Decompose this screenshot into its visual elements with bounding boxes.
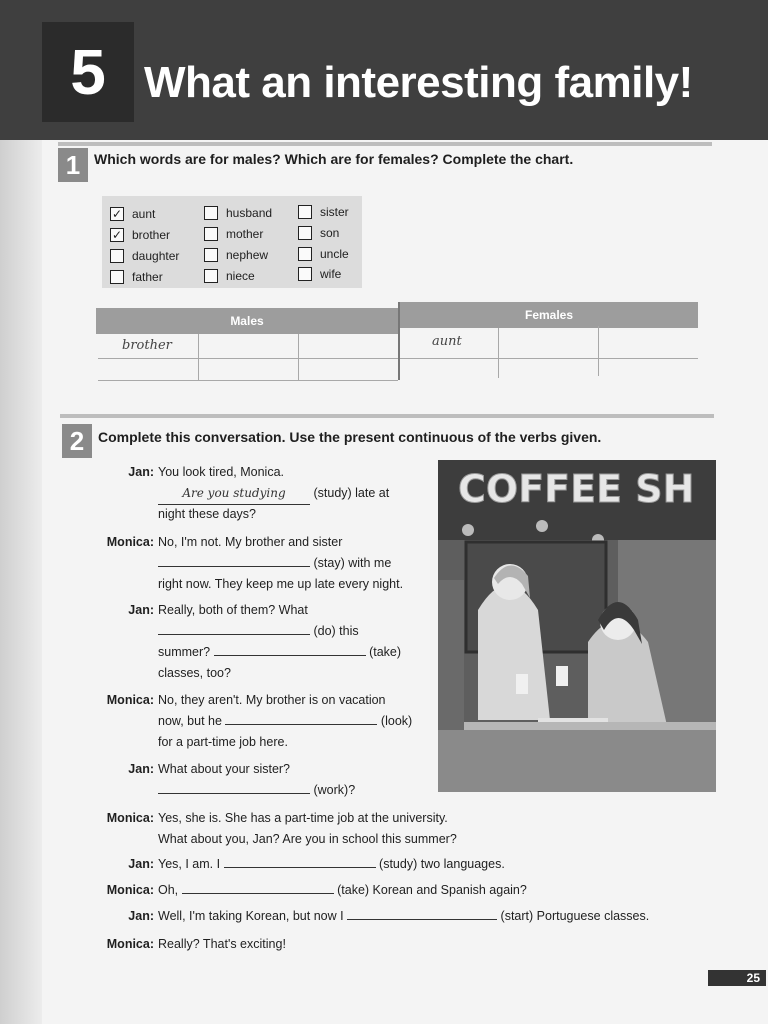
counter [438,722,716,792]
word-item: ✓ aunt [111,206,156,221]
exercise-2-rule [60,414,714,418]
answer-blank[interactable] [182,893,334,894]
word-item: husband [204,205,272,220]
word-item: niece [204,268,255,283]
answer-blank[interactable] [158,566,310,567]
word-item: daughter [110,248,179,263]
exercise-2-instruction: Complete this conversation. Use the present continuous of the verbs given. [98,429,602,445]
answer-blank[interactable] [214,655,366,656]
checkbox[interactable] [204,248,218,262]
checkbox[interactable] [298,205,312,219]
chart-header-males: Males [96,308,398,334]
conversation-line: now, but he (look) [158,714,413,728]
chart-column-line [298,334,299,380]
checkmark-icon: ✓ [111,227,123,242]
checkbox[interactable] [298,226,312,240]
checkbox[interactable] [110,228,124,242]
unit-header [0,0,768,140]
chart-column-line [198,334,199,380]
conversation-line: night these days? [158,507,256,521]
coffee-machine [438,580,464,730]
checkbox[interactable] [298,267,312,281]
chart-header-females: Females [400,302,698,328]
exercise-2-number: 2 [62,424,92,458]
conversation-line: What about you, Jan? Are you in school this summer? [158,832,457,846]
exercise-1-instruction: Which words are for males? Which are for females? Complete the chart. [94,151,574,167]
conversation-line: (stay) with me [158,553,391,574]
conversation-line: summer? (take) [158,645,402,659]
answer-blank[interactable] [158,793,310,794]
conversation-line: classes, too? [158,666,231,680]
word-item: nephew [204,247,268,262]
checkbox[interactable] [110,249,124,263]
chart-column-line [598,326,599,376]
conversation-line: (do) this [158,621,359,642]
word-item: father [110,269,163,284]
answer-blank[interactable] [224,867,376,868]
coffee-cup-icon [556,666,568,686]
word-item: ✓ brother [111,227,171,242]
word-item: uncle [298,246,349,261]
ceiling-lamp-icon [462,524,474,536]
exercise-1-rule [58,142,712,146]
answer-blank[interactable] [225,724,377,725]
unit-number: 5 [42,22,134,122]
checkbox[interactable] [298,247,312,261]
exercise-1-number: 1 [58,148,88,182]
checkbox[interactable] [110,270,124,284]
answer-blank[interactable] [158,634,310,635]
chart-example-males: brother [122,338,172,353]
answer-blank[interactable] [347,919,497,920]
word-item: son [298,225,339,240]
chart-divider [398,302,400,380]
coffee-sign-text: COFFEE SH [458,467,695,511]
chart-row-line [98,380,398,381]
coffee-cup-icon [516,674,528,694]
chart-column-line [498,328,499,378]
answer-blank[interactable]: Are you studying [158,483,310,505]
conversation-line: right now. They keep me up late every night. [158,577,404,591]
ceiling-lamp-icon [536,520,548,532]
conversation-line: (work)? [158,780,355,801]
chart-example-females: aunt [432,334,462,349]
conversation-line: for a part-time job here. [158,735,288,749]
word-item: mother [204,226,263,241]
word-item: sister [298,204,349,219]
book-spine-shadow [0,140,42,1024]
checkbox[interactable] [204,206,218,220]
checkbox[interactable] [110,207,124,221]
word-box [102,196,362,288]
word-item: wife [298,266,341,281]
checkmark-icon: ✓ [111,206,123,221]
checkbox[interactable] [204,227,218,241]
page-number: 25 [708,970,766,986]
unit-title: What an interesting family! [144,58,693,107]
coffee-shop-photo [438,460,716,792]
conversation-line: Are you studying (study) late at [158,483,389,505]
checkbox[interactable] [204,269,218,283]
